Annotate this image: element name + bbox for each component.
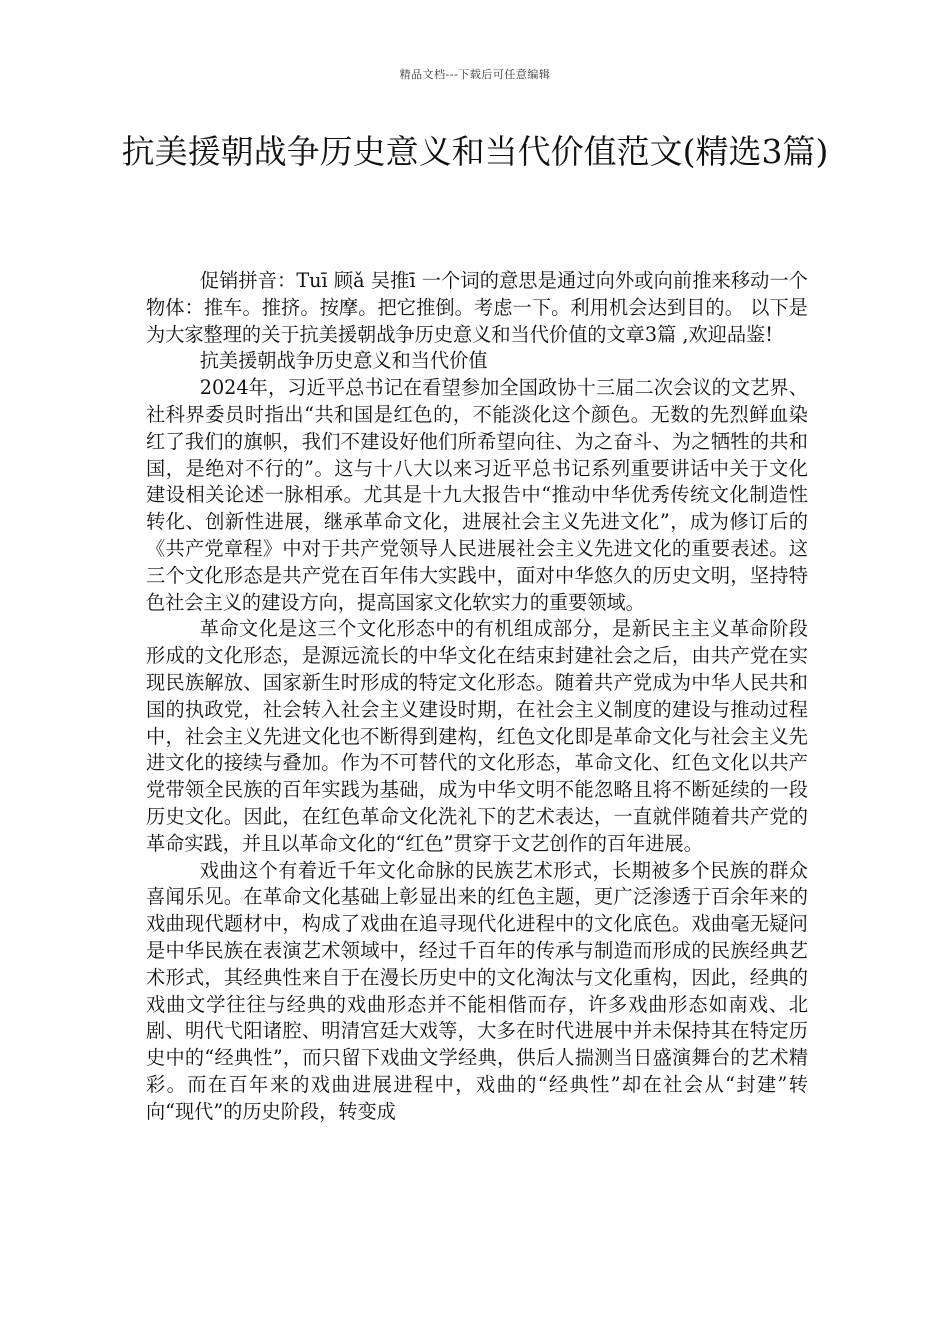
document-title: 抗美援朝战争历史意义和当代价值范文(精选3篇) bbox=[121, 132, 829, 171]
body-paragraph: 戏曲这个有着近千年文化命脉的民族艺术形式，长期被多个民族的群众喜闻乐见。在革命文化基础上彰显出来的红色主题，更广泛渗透于百余年来的戏曲现代题材中，构成了戏曲在追寻现代化进程中的文化底色。戏曲毫无疑问是中华民族在表演艺术领域中，经过千百年的传承与制造而形成的民族经典艺术形式，其经典性来自于在漫长历史中的文化淘汰与文化重构，因此，经典的戏曲文学往往与经典的戏曲形态并不能相偕而存，许多戏曲形态如南戏、北剧、明代弋阳诸腔、明清宫廷大戏等，大多在时代进展中并未保持其在特定历史中的“经典性”，而只留下戏曲文学经典，供后人揣测当日盛演舞台的艺术精彩。而在百年来的戏曲进展进程中，戏曲的“经典性”却在社会从“封建”转向“现代”的历史阶段，转变成 bbox=[146, 858, 808, 1123]
body-paragraph: 革命文化是这三个文化形态中的有机组成部分，是新民主主义革命阶段形成的文化形态，是源远流长的中华文化在结束封建社会之后，由共产党在实现民族解放、国家新生时形成的特定文化形态。随着共产党成为中华人民共和国的执政党，社会转入社会主义建设时期，在社会主义制度的建设与推动过程中，社会主义先进文化也不断得到建构，红色文化即是革命文化与社会主义先进文化的接续与叠加。作为不可替代的文化形态，革命文化、红色文化以共产党带领全民族的百年实践为基础，成为中华文明不能忽略且将不断延续的一段历史文化。因此，在红色革命文化洗礼下的艺术表达，一直就伴随着共产党的革命实践，并且以革命文化的“红色”贯穿于文艺创作的百年进展。 bbox=[146, 617, 808, 855]
header-note: 精品文档---下载后可任意编辑 bbox=[399, 68, 551, 81]
intro-paragraph: 促销拼音：Tuī 顾ǎ 吴推ī 一个词的意思是通过向外或向前推来移动一个物体：推车。推挤。按摩。把它推倒。考虑一下。利用机会达到目的。 以下是为大家整理的关于抗美援朝战争历史意义和当代价值的文章3篇 ,欢迎品鉴! bbox=[146, 269, 808, 346]
document-body bbox=[146, 268, 808, 1126]
body-paragraph: 2024年，习近平总书记在看望参加全国政协十三届二次会议的文艺界、社科界委员时指出“共和国是红色的，不能淡化这个颜色。无数的先烈鲜血染红了我们的旗帜，我们不建设好他们所希望向往、为之奋斗、为之牺牲的共和国，是绝对不行的”。这与十八大以来习近平总书记系列重要讲话中关于文化建设相关论述一脉相承。尤其是十九大报告中“推动中华优秀传统文化制造性转化、创新性进展，继承革命文化，进展社会主义先进文化”，成为修订后的《共产党章程》中对于共产党领导人民进展社会主义先进文化的重要表述。这三个文化形态是共产党在百年伟大实践中，面对中华悠久的历史文明，坚持特色社会主义的建设方向，提高国家文化软实力的重要领域。 bbox=[146, 376, 808, 614]
section-heading: 抗美援朝战争历史意义和当代价值 bbox=[199, 349, 488, 373]
